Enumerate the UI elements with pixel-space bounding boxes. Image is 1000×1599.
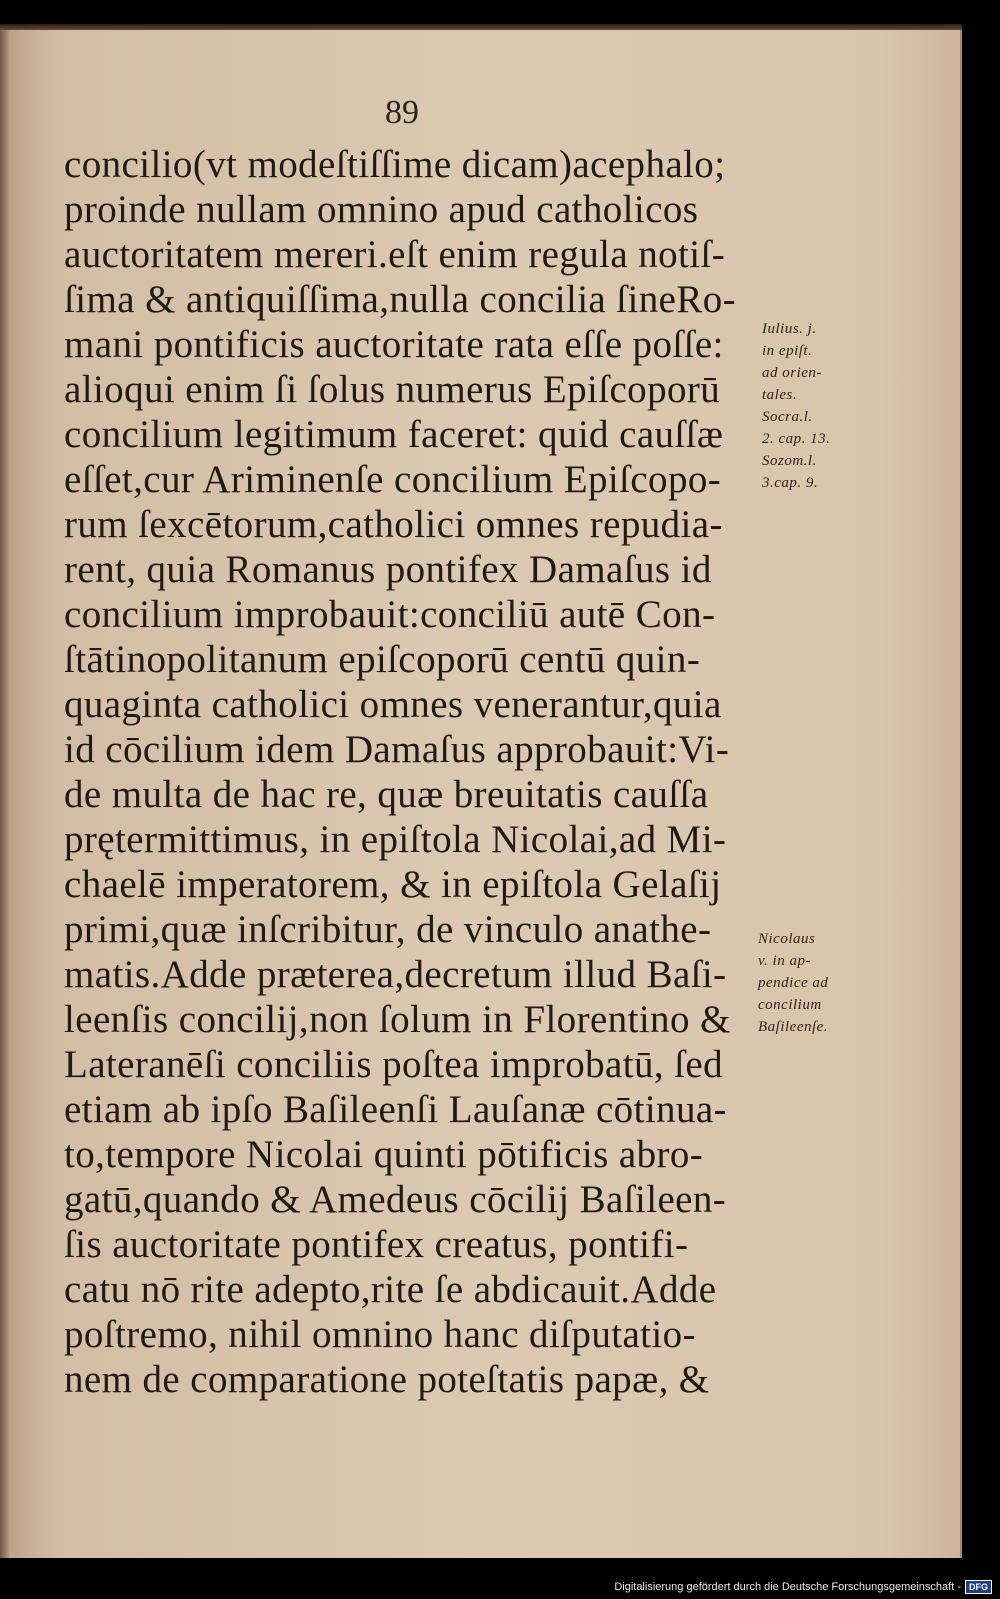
note-line: v. in ap- [758,953,811,969]
dfg-logo: DFG [965,1580,992,1594]
note-line: in epiſt. [762,343,813,359]
margin-note-julius [762,318,830,494]
body-text [64,142,754,1402]
note-line: ad orien- [762,365,822,381]
note-line: pendice ad [758,975,829,991]
text-line: concilium improbauit:conciliū autē Con- [64,593,716,636]
text-line: ſis auctoritate pontifex creatus, pontifi- [64,1223,689,1266]
text-line: ſtātinopolitanum epiſcoporū centū quin- [64,638,701,681]
text-line: concilio(vt modeſtiſſime dicam)acephalo; [64,143,726,186]
text-line: id cōcilium idem Damaſus approbauit:Vi- [64,728,730,771]
text-line: proinde nullam omnino apud catholicos [64,188,699,231]
page-number: 89 [385,94,419,131]
text-line: rum ſexcētorum,catholici omnes repudia- [64,503,723,546]
note-line: Baſileenſe. [758,1019,829,1035]
text-line: auctoritatem mereri.eſt enim regula notiſ- [64,233,726,276]
text-line: prętermittimus, in epiſtola Nicolai,ad Mi- [64,818,727,861]
note-line: Nicolaus [758,931,816,947]
text-line: primi,quæ inſcribitur, de vinculo anathe- [64,908,712,951]
text-line: eſſet,cur Ariminenſe concilium Epiſcopo- [64,458,722,501]
text-line: gatū,quando & Amedeus cōcilij Baſileen- [64,1178,727,1221]
credit-text: Digitalisierung gefördert durch die Deutsche Forschungsgemeinschaft - [614,1581,961,1593]
text-line: ſima & antiquiſſima,nulla concilia ſineRo- [64,278,737,321]
note-line: Socra.l. [762,409,813,425]
text-line: quaginta catholici omnes venerantur,quia [64,683,722,726]
text-line: matis.Adde præterea,decretum illud Baſi- [64,953,727,996]
digitization-credit [614,1580,992,1594]
note-line: concilium [758,997,822,1013]
text-line: rent, quia Romanus pontifex Damaſus id [64,548,712,591]
margin-note-nicolaus [758,928,828,1038]
text-line: etiam ab ipſo Baſileenſi Lauſanæ cōtinua- [64,1088,727,1131]
text-line: poſtremo, nihil omnino hanc diſputatio- [64,1313,696,1356]
text-line: de multa de hac re, quæ breuitatis cauſſa [64,773,709,816]
note-line: 3.cap. 9. [762,475,819,491]
text-line: alioqui enim ſi ſolus numerus Epiſcoporū [64,368,721,411]
text-line: chaelē imperatorem, & in epiſtola Gelaſij [64,863,722,906]
note-line: 2. cap. 13. [762,431,831,447]
text-line: Lateranēſi conciliis poſtea improbatū, ſed [64,1043,723,1086]
text-line: mani pontificis auctoritate rata eſſe poſſe: [64,323,724,366]
text-line: catu nō rite adepto,rite ſe abdicauit.Adde [64,1268,717,1311]
text-line: to,tempore Nicolai quinti pōtificis abro- [64,1133,704,1176]
text-line: concilium legitimum faceret: quid cauſſæ [64,413,724,456]
note-line: Iulius. j. [762,321,817,337]
text-line: nem de comparatione poteſtatis papæ, & [64,1358,710,1401]
note-line: tales. [762,387,798,403]
page-gutter-shadow [0,30,10,1558]
note-line: Sozom.l. [762,453,817,469]
text-line: leenſis concilij,non ſolum in Florentino & [64,998,731,1041]
